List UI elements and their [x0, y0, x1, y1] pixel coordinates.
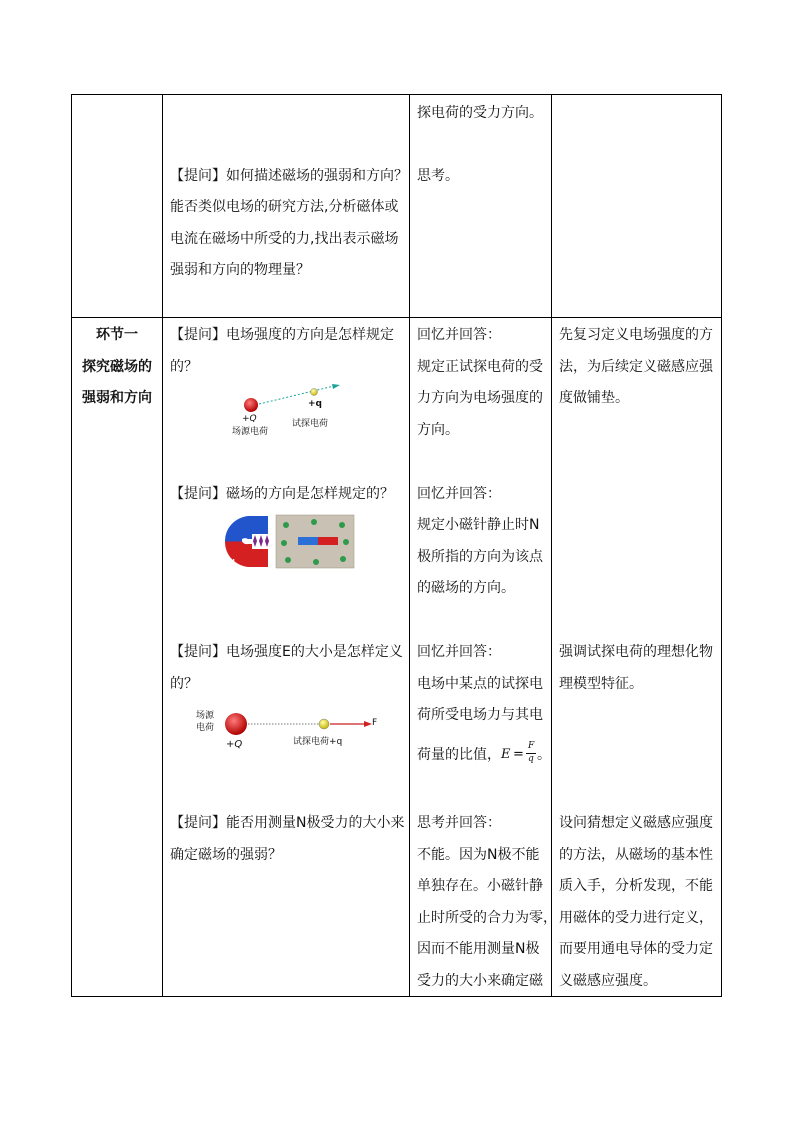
formula-equals: = — [513, 747, 524, 762]
answer-2-line: 规定小磁针静止时N — [417, 517, 540, 533]
answer-4-line: 思考并回答： — [417, 815, 501, 831]
answer-4-line: 因而不能用测量N极 — [417, 941, 540, 957]
answer-4-line: 单独存在。小磁针静 — [417, 878, 543, 894]
table-bottom-border — [71, 996, 722, 997]
source-label-1: 场源 — [196, 711, 215, 721]
question-3-line: 【提问】电场强度E的大小是怎样定义 — [170, 644, 403, 660]
answer-3-line: 荷所受电场力与其电 — [417, 707, 543, 723]
table-top-border — [71, 94, 722, 95]
answer-2-line: 回忆并回答： — [417, 486, 501, 502]
note-1-line: 法，为后续定义磁感应强 — [559, 359, 713, 375]
answer-3-line: 电场中某点的试探电 — [417, 676, 543, 692]
col-border-5 — [721, 94, 722, 997]
col-border-2 — [162, 94, 163, 997]
test-charge-symbol: +q — [308, 399, 322, 409]
note-1-line: 度做铺垫。 — [559, 390, 629, 406]
section-title-line: 强弱和方向 — [82, 390, 152, 406]
note-4-line: 质入手，分析发现，不能 — [559, 878, 713, 894]
question-2-line: 【提问】磁场的方向是怎样规定的？ — [170, 486, 394, 502]
row1-think-text: 思考。 — [417, 168, 459, 184]
note-4-line: 的方法，从磁场的基本性 — [559, 847, 713, 863]
answer-2-line: 极所指的方向为该点 — [417, 549, 543, 565]
note-4-line: 设问猜想定义磁感应强度 — [559, 815, 713, 831]
question-1-line: 【提问】电场强度的方向是怎样规定 — [170, 327, 394, 343]
north-pole-label: N — [229, 558, 235, 566]
magnetic-direction-figure — [222, 513, 356, 570]
answer-3-suffix: 。 — [537, 747, 551, 763]
question-4-line: 确定磁场的强弱？ — [170, 847, 282, 863]
electric-field-magnitude-figure — [192, 708, 384, 754]
answer-4-line: 不能。因为N极不能 — [417, 847, 540, 863]
answer-3-prefix: 荷量的比值， — [417, 747, 501, 763]
answer-2-line: 的磁场的方向。 — [417, 580, 515, 596]
formula-numerator: F — [528, 741, 535, 751]
answer-1-line: 回忆并回答： — [417, 327, 501, 343]
note-4-line: 用磁体的受力进行定义， — [559, 910, 713, 926]
note-4-line: 而要用通电导体的受力定 — [559, 941, 713, 957]
text-line: 【提问】如何描述磁场的强弱和方向？ — [170, 168, 408, 184]
answer-3-formula-line — [417, 741, 551, 765]
text-line: 强弱和方向的物理量？ — [170, 262, 310, 278]
question-3-line: 的？ — [170, 676, 198, 692]
answer-4-line: 止时所受的合力为零， — [417, 910, 557, 926]
text-line: 能否类似电场的研究方法,分析磁体或 — [170, 199, 399, 215]
source-charge-symbol: +Q — [226, 739, 243, 750]
section-title-line: 探究磁场的 — [82, 359, 152, 375]
answer-1-line: 方向。 — [417, 422, 459, 438]
test-charge-label: 试探电荷+q — [293, 737, 343, 747]
answer-3-line: 回忆并回答： — [417, 644, 501, 660]
col-border-3 — [409, 94, 410, 997]
source-charge-symbol: +Q — [242, 414, 257, 424]
text-line: 电流在磁场中所受的力,找出表示磁场 — [170, 231, 399, 247]
formula — [501, 741, 551, 765]
note-3-line: 理模型特征。 — [559, 676, 643, 692]
row-divider — [71, 317, 722, 318]
source-label-2: 电荷 — [196, 723, 215, 733]
formula-denominator: q — [528, 754, 534, 764]
col-border-4 — [551, 94, 552, 997]
answer-1-line: 规定正试探电荷的受 — [417, 359, 543, 375]
note-3-line: 强调试探电荷的理想化物 — [559, 644, 713, 660]
col-border-1 — [71, 94, 72, 997]
electric-field-direction-figure — [220, 382, 350, 442]
row1-student-text: 探电荷的受力方向。 — [417, 105, 543, 121]
answer-4-line: 受力的大小来确定磁 — [417, 973, 543, 989]
answer-1-line: 力方向为电场强度的 — [417, 390, 543, 406]
force-label: F — [372, 718, 378, 728]
formula-lhs: E — [501, 747, 511, 762]
source-charge-label: 场源电荷 — [232, 427, 269, 437]
question-4-line: 【提问】能否用测量N极受力的大小来 — [170, 815, 405, 831]
note-4-line: 义磁感应强度。 — [559, 973, 657, 989]
section-title-line: 环节一 — [96, 327, 138, 343]
note-1-line: 先复习定义电场强度的方 — [559, 327, 713, 343]
test-charge-label: 试探电荷 — [292, 419, 329, 429]
question-1-line: 的？ — [170, 359, 198, 375]
south-pole-label: S — [229, 516, 235, 524]
